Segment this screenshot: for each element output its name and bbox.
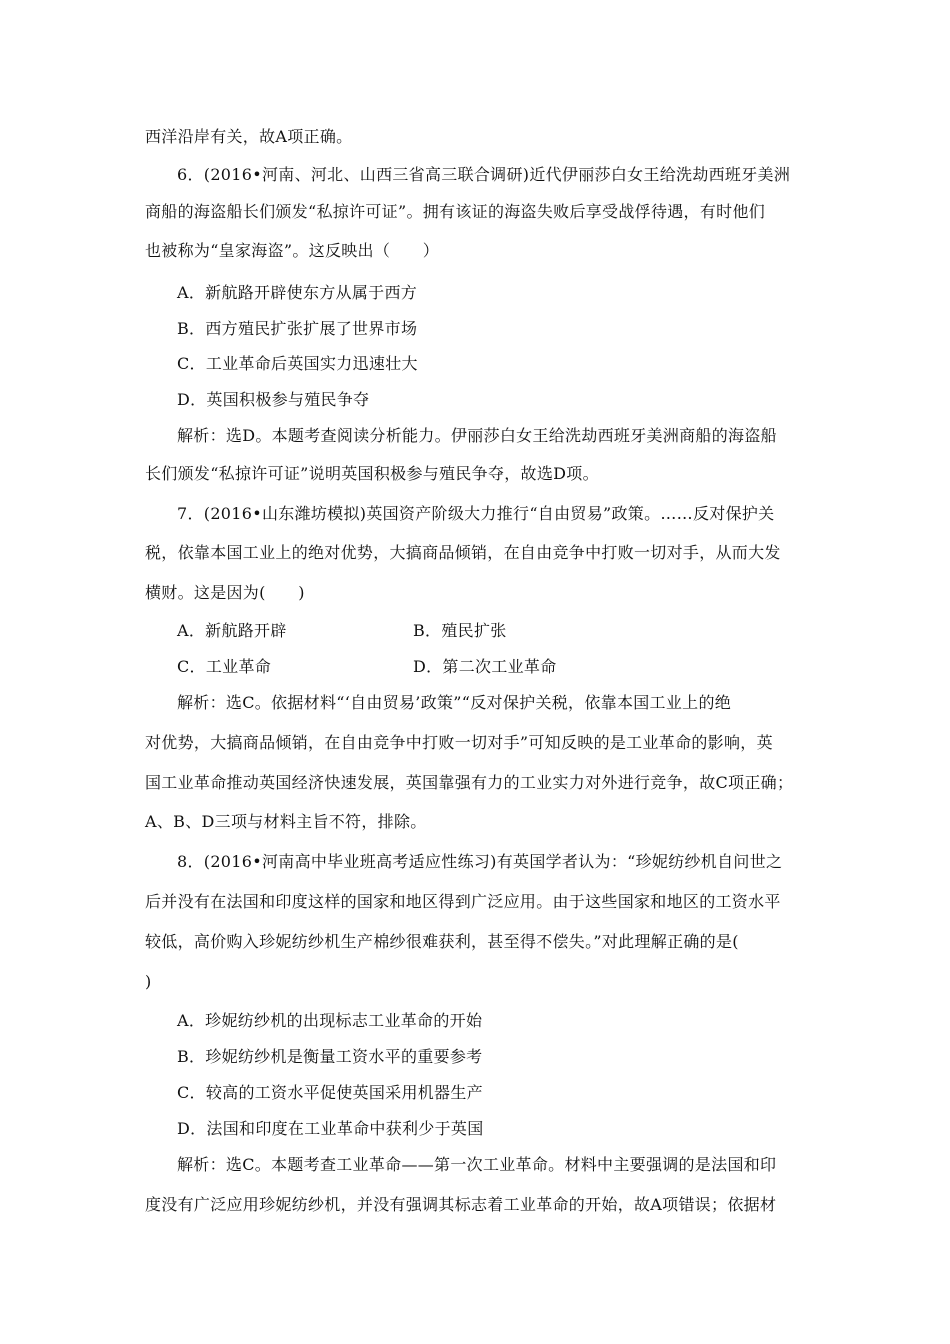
question-8-stem: 8．(2016•河南高中毕业班高考适应性练习)有英国学者认为：“珍妮纺纱机自问世之 bbox=[177, 852, 783, 871]
q8-option-b: B．珍妮纺纱机是衡量工资水平的重要参考 bbox=[177, 1047, 483, 1066]
text-line: 长们颁发“私掠许可证”说明英国积极参与殖民争夺，故选D项。 bbox=[145, 464, 599, 483]
text-line: 后并没有在法国和印度这样的国家和地区得到广泛应用。由于这些国家和地区的工资水平 bbox=[145, 892, 781, 911]
text-line: 税，依靠本国工业上的绝对优势，大搞商品倾销，在自由竞争中打败一切对手，从而大发 bbox=[145, 543, 781, 562]
text-line: 度没有广泛应用珍妮纺纱机，并没有强调其标志着工业革命的开始，故A项错误；依据材 bbox=[145, 1195, 777, 1214]
q6-analysis: 解析：选D。本题考查阅读分析能力。伊丽莎白女王给洗劫西班牙美洲商船的海盗船 bbox=[177, 426, 777, 445]
question-6-stem: 6．(2016•河南、河北、山西三省高三联合调研)近代伊丽莎白女王给洗劫西班牙美洲 bbox=[177, 165, 791, 184]
q7-option-d: D．第二次工业革命 bbox=[413, 657, 557, 676]
q7-option-c: C．工业革命 bbox=[177, 657, 272, 676]
q8-option-a: A．珍妮纺纱机的出现标志工业革命的开始 bbox=[177, 1011, 483, 1030]
q6-option-c: C．工业革命后英国实力迅速壮大 bbox=[177, 354, 418, 373]
q7-analysis: 解析：选C。依据材料“‘自由贸易’政策”“反对保护关税，依靠本国工业上的绝 bbox=[177, 693, 732, 712]
q8-option-c: C．较高的工资水平促使英国采用机器生产 bbox=[177, 1083, 483, 1102]
text-line: 较低，高价购入珍妮纺纱机生产棉纱很难获利，甚至得不偿失。”对此理解正确的是( bbox=[145, 932, 739, 951]
text-line: 国工业革命推动英国经济快速发展，英国靠强有力的工业实力对外进行竞争，故C项正确； bbox=[145, 773, 794, 792]
text-line: 对优势，大搞商品倾销，在自由竞争中打败一切对手”可知反映的是工业革命的影响，英 bbox=[145, 733, 773, 752]
q6-option-b: B．西方殖民扩张扩展了世界市场 bbox=[177, 319, 418, 338]
text-line: 也被称为“皇家海盗”。这反映出（ ） bbox=[145, 241, 440, 260]
q6-option-a: A．新航路开辟使东方从属于西方 bbox=[177, 283, 418, 302]
question-7-stem: 7．(2016•山东潍坊模拟)英国资产阶级大力推行“自由贸易”政策。……反对保护关 bbox=[177, 504, 775, 523]
text-line: A、B、D三项与材料主旨不符，排除。 bbox=[145, 812, 427, 831]
q8-analysis: 解析：选C。本题考查工业革命——第一次工业革命。材料中主要强调的是法国和印 bbox=[177, 1155, 777, 1174]
q8-option-d: D．法国和印度在工业革命中获利少于英国 bbox=[177, 1119, 484, 1138]
q6-option-d: D．英国积极参与殖民争夺 bbox=[177, 390, 370, 409]
q7-option-a: A．新航路开辟 bbox=[177, 621, 287, 640]
text-line: ) bbox=[145, 972, 152, 991]
text-line: 横财。这是因为( ) bbox=[145, 583, 305, 602]
text-line: 西洋沿岸有关，故A项正确。 bbox=[145, 127, 353, 146]
text-line: 商船的海盗船长们颁发“私掠许可证”。拥有该证的海盗失败后享受战俘待遇，有时他们 bbox=[145, 202, 766, 221]
q7-option-b: B．殖民扩张 bbox=[413, 621, 507, 640]
